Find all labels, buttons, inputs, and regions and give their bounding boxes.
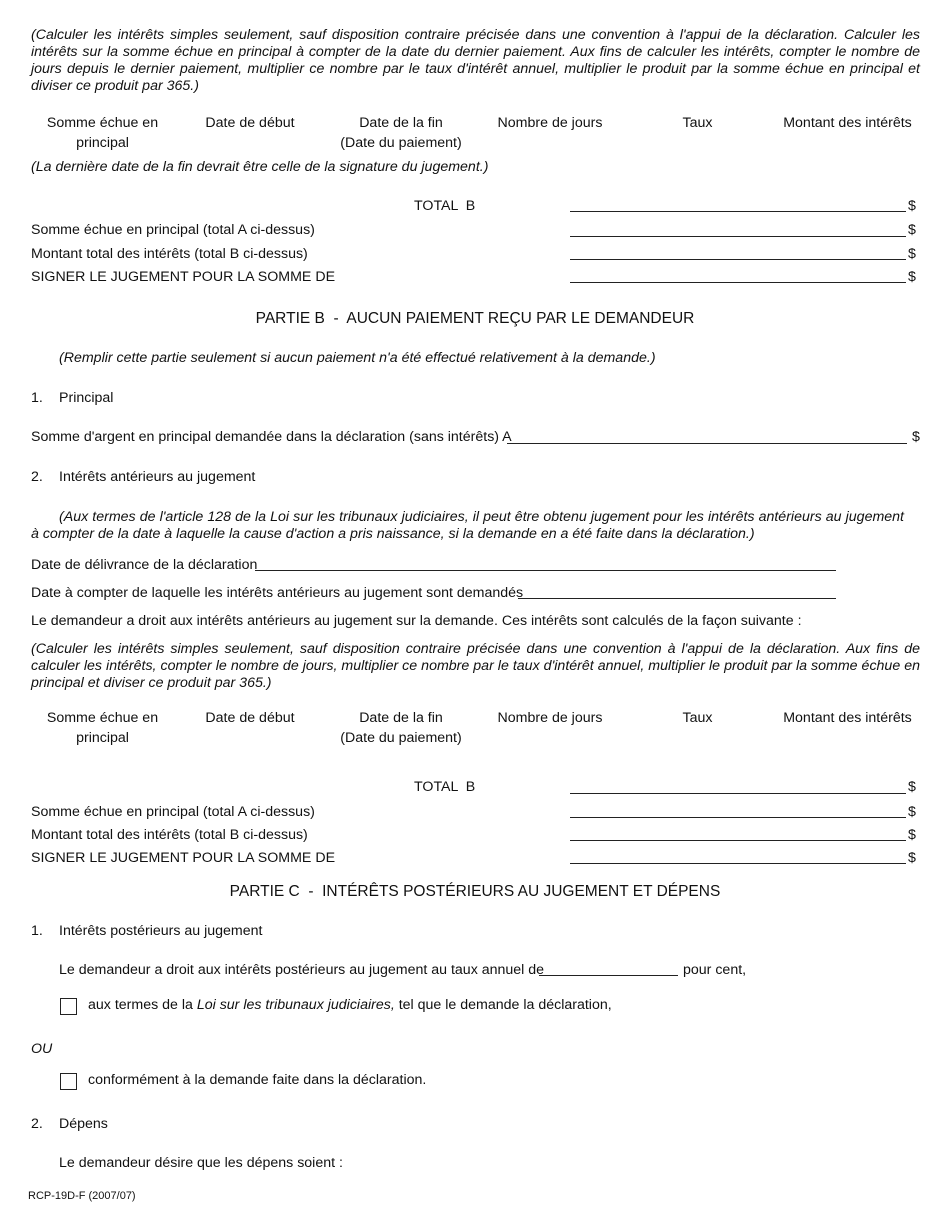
partie-b-title: PARTIE B - AUCUN PAIEMENT REÇU PAR LE DEMANDEUR [255, 310, 695, 327]
totals-a-total-b-label: TOTAL B [414, 198, 476, 214]
totals-a-principal-label: Somme échue en principal (total A ci-dessus) [31, 222, 315, 238]
or-label: OU [31, 1041, 53, 1057]
partie-b-s2-number: 2. [31, 469, 43, 485]
totals-a-principal-line[interactable] [570, 236, 906, 237]
totals-b-interest-label: Montant total des intérêts (total B ci-dessus) [31, 827, 308, 843]
totals-b-interest-line[interactable] [570, 840, 906, 841]
partie-b-s1-number: 1. [31, 390, 43, 406]
last-date-note: (La dernière date de la fin devrait être celle de la signature du jugement.) [31, 159, 489, 175]
calc-note: (Calculer les intérêts simples seulement, sauf disposition contraire précisée dans une convention à l'appui de la déclaration. Aux fins de calculer les intérêts, compter le nombre de jours, multiplier ce nombre par le taux d'intérêt annuel, multiplier le produit par la somme échue en principal et diviser ce produit par 365.) [31, 641, 920, 691]
issue-date-line[interactable] [255, 570, 836, 571]
partie-c-title: PARTIE C - INTÉRÊTS POSTÉRIEURS AU JUGEMENT ET DÉPENS [229, 883, 721, 900]
courts-act-option-post: tel que le demande la déclaration, [394, 997, 612, 1013]
claim-request-option: conformément à la demande faite dans la déclaration. [88, 1072, 427, 1088]
table-a-col-principal: Somme échue en principal [46, 115, 159, 151]
table-a-col-start-date: Date de début [205, 115, 295, 131]
table-b-col-end-date [330, 708, 472, 748]
totals-b-principal-line[interactable] [570, 817, 906, 818]
courts-act-option [88, 997, 612, 1013]
totals-a-sign-label: SIGNER LE JUGEMENT POUR LA SOMME DE [31, 269, 336, 285]
table-a-col-end-date [330, 113, 472, 153]
table-b-col-end-date-line2: (Date du paiement) [340, 730, 462, 746]
totals-a-sign-line[interactable] [570, 282, 906, 283]
article-128-note-text: (Aux termes de l'article 128 de la Loi sur les tribunaux judiciaires, il peut être obtenu jugement pour les intérêts antérieurs au jugement à compter de la date à laquelle la cause d'action a pris naissance, si la demande en a été faite dans la déclaration.) [31, 509, 904, 542]
partie-c-s2-title: Dépens [59, 1116, 108, 1132]
courts-act-law-name: Loi sur les tribunaux judiciaires, [196, 997, 395, 1013]
principal-claimed-line[interactable] [507, 443, 907, 444]
intro-note: (Calculer les intérêts simples seulement, sauf disposition contraire précisée dans une convention à l'appui de la déclaration. Calculer les intérêts sur la somme échue en principal à compter de la date du dernier paiement. Aux fins de calculer les intérêts, compter le nombre de jours depuis le dernier paiement, multiplier ce nombre par le taux d'intérêt annuel, multiplier le produit par la somme échue en principal et diviser ce produit par 365.) [31, 27, 920, 94]
table-a-col-end-date-line2: (Date du paiement) [340, 135, 462, 151]
table-a-col-end-date-line1: Date de la fin [359, 115, 443, 131]
totals-a-principal-currency: $ [908, 222, 916, 238]
totals-b-sign-label: SIGNER LE JUGEMENT POUR LA SOMME DE [31, 850, 336, 866]
totals-b-sign-line[interactable] [570, 863, 906, 864]
partie-b-note: (Remplir cette partie seulement si aucun paiement n'a été effectué relativement à la demande.) [59, 350, 656, 366]
courts-act-option-pre: aux termes de la [88, 997, 197, 1013]
partie-c-s2-number: 2. [31, 1116, 43, 1132]
totals-b-principal-label: Somme échue en principal (total A ci-dessus) [31, 804, 315, 820]
form-code: RCP-19D-F (2007/07) [28, 1190, 136, 1202]
totals-b-principal-currency: $ [908, 804, 916, 820]
totals-b-total-b-currency: $ [908, 779, 916, 795]
partie-b-s1-title: Principal [59, 390, 114, 406]
totals-a-interest-currency: $ [908, 246, 916, 262]
totals-a-total-b-line[interactable] [570, 211, 906, 212]
table-a-col-interest: Montant des intérêts [783, 115, 912, 131]
table-b-col-days: Nombre de jours [497, 710, 603, 726]
table-b-col-rate: Taux [682, 710, 713, 726]
issue-date-label: Date de délivrance de la déclaration [31, 557, 258, 573]
table-a-col-rate: Taux [682, 115, 713, 131]
costs-text: Le demandeur désire que les dépens soient : [59, 1155, 343, 1171]
post-judgment-rate-prefix: Le demandeur a droit aux intérêts postérieurs au jugement au taux annuel de [59, 962, 545, 978]
interest-from-date-line[interactable] [518, 598, 836, 599]
table-b-col-principal: Somme échue en principal [46, 710, 159, 746]
totals-a-sign-currency: $ [908, 269, 916, 285]
table-a-col-days: Nombre de jours [497, 115, 603, 131]
principal-claimed-currency: $ [912, 429, 920, 445]
partie-c-s1-number: 1. [31, 923, 43, 939]
principal-claimed-label: Somme d'argent en principal demandée dans la déclaration (sans intérêts) A [31, 429, 512, 445]
totals-b-sign-currency: $ [908, 850, 916, 866]
table-b-col-end-date-line1: Date de la fin [359, 710, 443, 726]
post-judgment-rate-line[interactable] [539, 975, 678, 976]
courts-act-checkbox[interactable] [60, 998, 77, 1015]
partie-c-s1-title: Intérêts postérieurs au jugement [59, 923, 263, 939]
article-128-note [31, 509, 904, 543]
totals-b-total-b-line[interactable] [570, 793, 906, 794]
totals-a-interest-line[interactable] [570, 259, 906, 260]
interest-from-date-label: Date à compter de laquelle les intérêts antérieurs au jugement sont demandés [31, 585, 524, 601]
totals-b-total-b-label: TOTAL B [414, 779, 476, 795]
entitled-text: Le demandeur a droit aux intérêts antérieurs au jugement sur la demande. Ces intérêts sont calculés de la façon suivante : [31, 613, 802, 629]
table-b-col-start-date: Date de début [205, 710, 295, 726]
totals-a-total-b-currency: $ [908, 198, 916, 214]
table-b-col-interest: Montant des intérêts [783, 710, 912, 726]
totals-a-interest-label: Montant total des intérêts (total B ci-dessus) [31, 246, 308, 262]
partie-b-s2-title: Intérêts antérieurs au jugement [59, 469, 256, 485]
post-judgment-rate-suffix: pour cent, [683, 962, 747, 978]
totals-b-interest-currency: $ [908, 827, 916, 843]
claim-request-checkbox[interactable] [60, 1073, 77, 1090]
